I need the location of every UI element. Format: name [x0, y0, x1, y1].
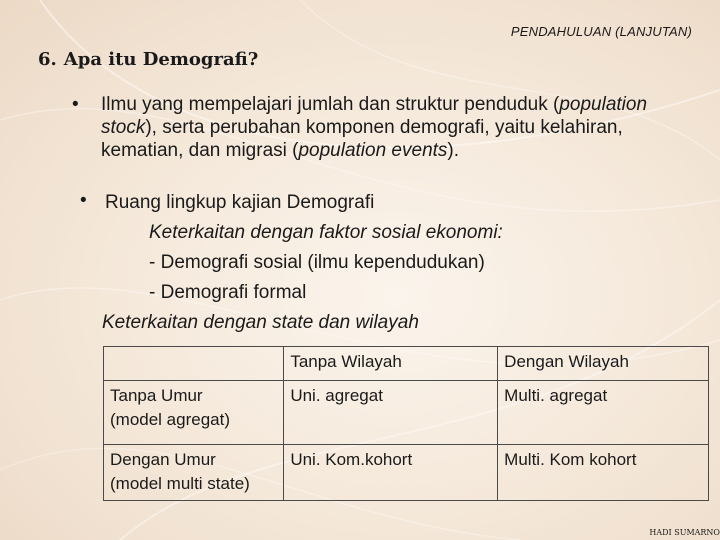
scope-social-demography: - Demografi sosial (ilmu kependudukan) — [149, 252, 485, 273]
definition-text-part: ), serta perubahan komponen demografi, yaitu kelahiran, kematian, dan migrasi ( — [101, 117, 623, 161]
table-cell: Multi. agregat — [498, 381, 709, 445]
table-cell: Uni. Kom.kohort — [284, 445, 498, 501]
title-number: 6. — [38, 49, 57, 70]
table-cell: Uni. agregat — [284, 381, 498, 445]
bullet-dot-icon: • — [80, 190, 87, 211]
table-header-cell: Tanpa Wilayah — [284, 347, 498, 381]
definition-text-part: ). — [447, 140, 460, 161]
term-population-events: population events — [298, 140, 448, 161]
table-row — [104, 381, 709, 445]
scope-socioeconomic: Keterkaitan dengan faktor sosial ekonomi: — [149, 222, 503, 243]
bullet-definition-text — [72, 93, 692, 162]
scope-formal-demography: - Demografi formal — [149, 282, 307, 303]
section-header-label: PENDAHULUAN (LANJUTAN) — [510, 24, 692, 39]
table-cell: Multi. Kom kohort — [498, 445, 709, 501]
row-label-text: Tanpa Umur — [110, 386, 203, 405]
table-header-cell: Dengan Wilayah — [498, 347, 709, 381]
bullet-scope — [80, 189, 680, 339]
row-label-text: Dengan Umur — [110, 450, 216, 469]
scope-lead: Ruang lingkup kajian Demografi — [105, 192, 375, 213]
title-text: Apa itu Demografi? — [63, 49, 259, 70]
row-sublabel-text: (model agregat) — [110, 410, 231, 429]
table-header-cell — [104, 347, 284, 381]
table-header-row — [104, 347, 709, 381]
model-table — [103, 346, 709, 501]
definition-text-part: Ilmu yang mempelajari jumlah dan struktur penduduk ( — [101, 94, 560, 115]
author-footer: HADI SUMARNO — [649, 528, 720, 537]
slide-title — [38, 49, 258, 70]
table-row-label — [104, 445, 284, 501]
table-row-label — [104, 381, 284, 445]
bullet-dot-icon: • — [72, 94, 79, 115]
row-sublabel-text: (model multi state) — [110, 474, 250, 493]
table-row — [104, 445, 709, 501]
scope-state-region: Keterkaitan dengan state dan wilayah — [102, 312, 419, 333]
bullet-definition — [72, 93, 692, 162]
term-population-stock: population stock — [101, 94, 648, 138]
